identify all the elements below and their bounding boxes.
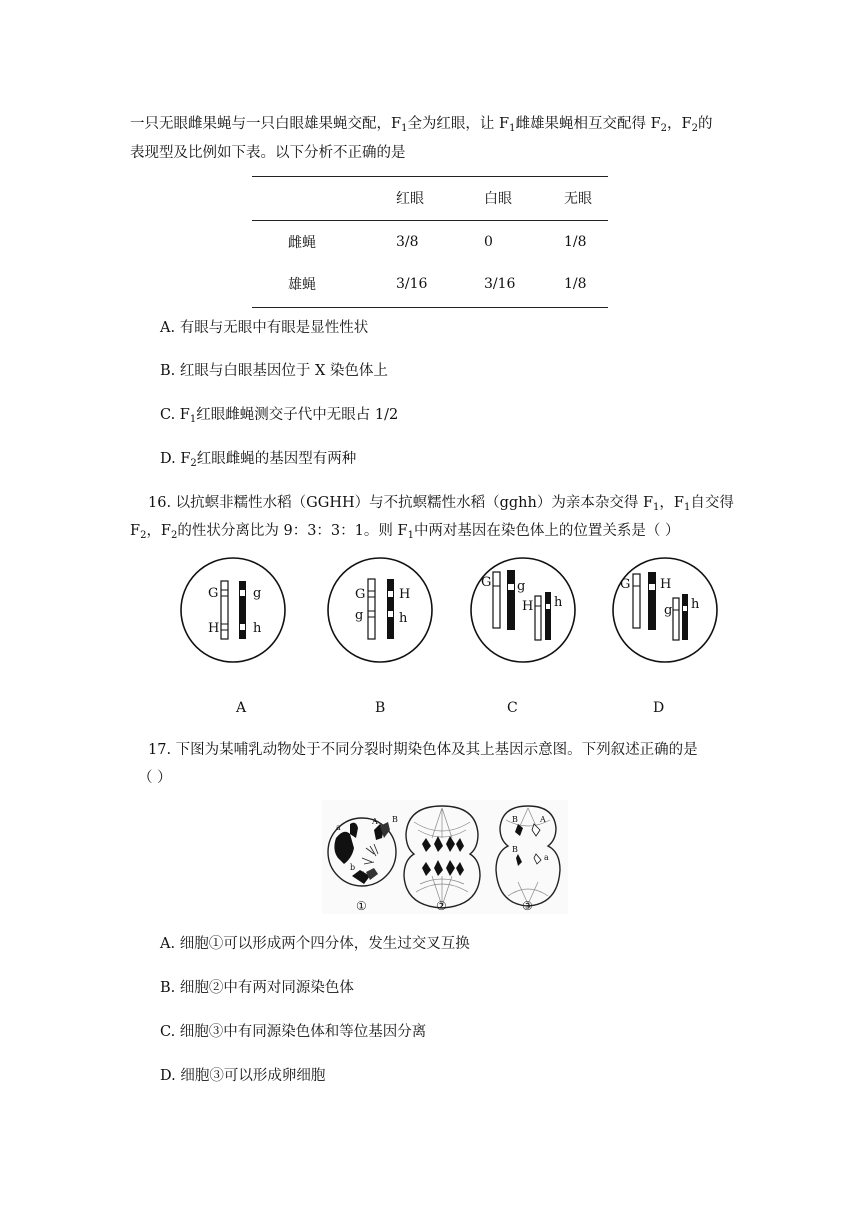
q16-line-2: $F_2$，$F_2$的性状分离比为 9：3：3：1。则 $F_1$中两对基因在染色体上的位置关系是（ ）: [130, 523, 680, 541]
cell-label-3: ③: [522, 899, 533, 913]
q15-option-b: B. 红眼与白眼基因位于 X 染色体上: [160, 363, 388, 379]
figure-label-b: B: [375, 700, 386, 716]
header-red-eye: 红眼: [396, 191, 424, 207]
gene-label-c-4: h: [554, 595, 563, 610]
cell-b-outline: [328, 558, 432, 662]
q17-gene-8: B: [512, 845, 518, 854]
q17-option-c: C. 细胞③中有同源染色体和等位基因分离: [160, 1024, 427, 1040]
intro-line-2: 表现型及比例如下表。以下分析不正确的是: [130, 145, 406, 161]
cell-b-chromosomes: [368, 579, 394, 639]
cell-male-white: 3/16: [484, 276, 516, 292]
figure-label-d: D: [653, 700, 665, 716]
gene-label-c-2: g: [517, 579, 526, 594]
intro-line-1: 一只无眼雌果蝇与一只白眼雄果蝇交配，$F_1$全为红眼，让 $F_1$雌雄果蝇相互交配得 $F_2$，$F_2$的: [130, 116, 713, 134]
gene-label-a-right-top: g: [253, 586, 262, 601]
q15-option-d: D. $F_2$红眼雌蝇的基因型有两种: [160, 451, 357, 469]
header-white-eye: 白眼: [484, 191, 512, 207]
q17-gene-6: B: [512, 815, 518, 824]
q15-option-a: A. 有眼与无眼中有眼是显性性状: [160, 320, 369, 336]
gene-label-b-left-top: G: [355, 587, 366, 602]
cell-female-red: 3/8: [396, 234, 419, 250]
row-label-male: 雄蝇: [288, 277, 316, 293]
gene-label-b-right-bottom: h: [399, 611, 408, 626]
q17-gene-3: B: [392, 815, 398, 824]
row-label-female: 雌蝇: [288, 235, 316, 251]
gene-label-a-right-bottom: h: [253, 621, 262, 636]
q17-option-b: B. 细胞②中有两对同源染色体: [160, 980, 354, 996]
q17-option-a: A. 细胞①可以形成两个四分体，发生过交叉互换: [160, 936, 470, 952]
q16-line-1: 16. 以抗螟非糯性水稻（GGHH）与不抗螟糯性水稻（gghh）为亲本杂交得 $F_1$，$F_1$自交得: [148, 495, 734, 513]
gene-label-c-3: H: [522, 599, 534, 614]
header-no-eye: 无眼: [564, 191, 592, 207]
q17-gene-7: A: [540, 815, 546, 824]
cell-female-none: 1/8: [564, 234, 587, 250]
cell-female-white: 0: [484, 234, 493, 250]
gene-label-a-left-top: G: [208, 586, 219, 601]
cell-a-chromosomes: [221, 581, 246, 639]
figure-label-a: A: [236, 700, 247, 716]
figure-label-c: C: [507, 700, 518, 716]
gene-label-b-right-top: H: [399, 587, 411, 602]
cell-label-2: ②: [436, 899, 447, 913]
q17-gene-9: a: [544, 853, 549, 862]
q17-line-1: 17. 下图为某哺乳动物处于不同分裂时期染色体及其上基因示意图。下列叙述正确的是: [148, 742, 698, 758]
cell-label-1: ①: [356, 899, 367, 913]
q17-gene-4: b: [350, 863, 356, 872]
cell-male-none: 1/8: [564, 276, 587, 292]
q17-line-2: （ ）: [138, 770, 172, 786]
gene-label-d-4: h: [691, 597, 700, 612]
gene-label-d-2: H: [660, 577, 672, 592]
q15-option-c: C. $F_1$红眼雌蝇测交子代中无眼占 1/2: [160, 407, 399, 425]
gene-label-c-1: G: [481, 575, 492, 590]
gene-label-d-1: G: [620, 577, 631, 592]
cell-a-outline: [181, 558, 285, 662]
gene-label-a-left-bottom: H: [208, 621, 220, 636]
q17-gene-2: A: [372, 817, 378, 826]
cell-male-red: 3/16: [396, 276, 428, 292]
cell-division-figure: [322, 800, 568, 914]
q17-option-d: D. 细胞③可以形成卵细胞: [160, 1068, 326, 1084]
gene-position-figure: [170, 556, 730, 668]
gene-label-b-left-bottom: g: [355, 608, 364, 623]
q17-gene-5: b: [362, 871, 368, 880]
q17-gene-1: a: [336, 823, 341, 832]
gene-label-d-3: g: [664, 603, 673, 618]
